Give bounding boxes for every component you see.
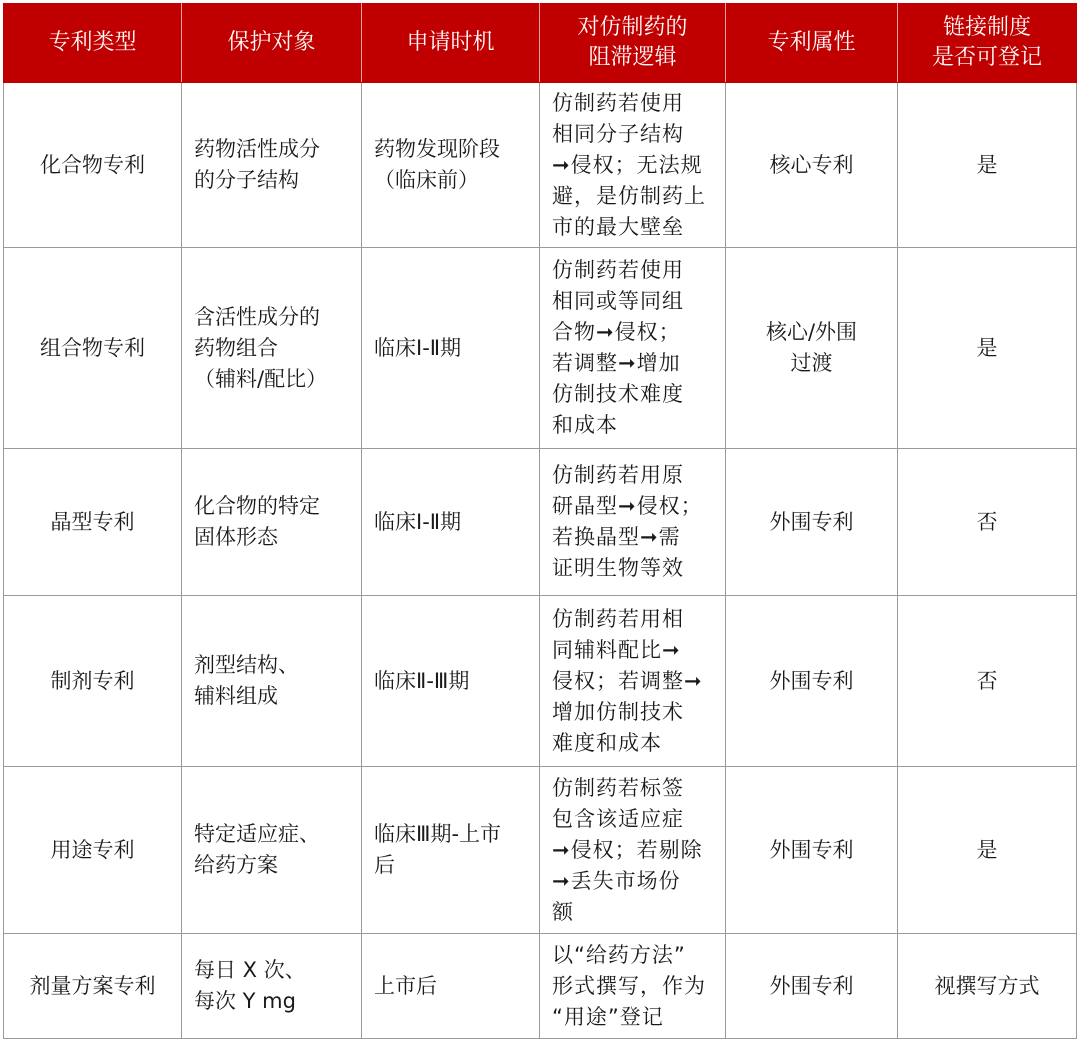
cell-blocking-logic: 仿制药若标签 包含该适应症 ➞侵权；若剔除 ➞丢失市场份 额 — [540, 767, 726, 934]
cell-patent-attribute: 外围专利 — [726, 449, 898, 596]
table-row — [4, 83, 1077, 248]
cell-linkage-registrable: 是 — [898, 767, 1077, 934]
cell-filing-timing: 临床Ⅱ-Ⅲ期 — [362, 596, 540, 767]
header-linkage-registrable: 链接制度 是否可登记 — [898, 4, 1077, 83]
cell-patent-type: 晶型专利 — [4, 449, 182, 596]
cell-patent-attribute: 外围专利 — [726, 934, 898, 1039]
patent-table-container — [3, 3, 1076, 1039]
cell-protected-object: 特定适应症、 给药方案 — [182, 767, 362, 934]
cell-patent-type: 用途专利 — [4, 767, 182, 934]
cell-patent-type: 化合物专利 — [4, 83, 182, 248]
table-row — [4, 248, 1077, 449]
cell-filing-timing: 药物发现阶段 （临床前） — [362, 83, 540, 248]
header-filing-timing: 申请时机 — [362, 4, 540, 83]
cell-linkage-registrable: 是 — [898, 248, 1077, 449]
table-row — [4, 934, 1077, 1039]
cell-blocking-logic: 以“给药方法” 形式撰写，作为 “用途”登记 — [540, 934, 726, 1039]
cell-filing-timing: 临床Ⅰ-Ⅱ期 — [362, 449, 540, 596]
cell-filing-timing: 上市后 — [362, 934, 540, 1039]
cell-blocking-logic: 仿制药若用原 研晶型➞侵权； 若换晶型➞需 证明生物等效 — [540, 449, 726, 596]
cell-blocking-logic: 仿制药若使用 相同分子结构 ➞侵权；无法规 避，是仿制药上 市的最大壁垒 — [540, 83, 726, 248]
cell-filing-timing: 临床Ⅰ-Ⅱ期 — [362, 248, 540, 449]
cell-patent-attribute: 外围专利 — [726, 596, 898, 767]
patent-type-table — [3, 3, 1077, 1039]
header-patent-type: 专利类型 — [4, 4, 182, 83]
cell-protected-object: 药物活性成分 的分子结构 — [182, 83, 362, 248]
cell-linkage-registrable: 是 — [898, 83, 1077, 248]
table-header — [4, 4, 1077, 83]
cell-protected-object: 剂型结构、 辅料组成 — [182, 596, 362, 767]
cell-patent-type: 组合物专利 — [4, 248, 182, 449]
header-blocking-logic: 对仿制药的 阻滞逻辑 — [540, 4, 726, 83]
cell-blocking-logic: 仿制药若用相 同辅料配比➞ 侵权；若调整➞ 增加仿制技术 难度和成本 — [540, 596, 726, 767]
cell-patent-attribute: 外围专利 — [726, 767, 898, 934]
cell-protected-object: 每日 X 次、 每次 Y mg — [182, 934, 362, 1039]
cell-protected-object: 化合物的特定 固体形态 — [182, 449, 362, 596]
cell-linkage-registrable: 否 — [898, 449, 1077, 596]
cell-patent-type: 剂量方案专利 — [4, 934, 182, 1039]
cell-filing-timing: 临床Ⅲ期-上市 后 — [362, 767, 540, 934]
cell-blocking-logic: 仿制药若使用 相同或等同组 合物➞侵权； 若调整➞增加 仿制技术难度 和成本 — [540, 248, 726, 449]
table-row — [4, 449, 1077, 596]
cell-patent-attribute: 核心专利 — [726, 83, 898, 248]
cell-linkage-registrable: 否 — [898, 596, 1077, 767]
table-row — [4, 767, 1077, 934]
cell-patent-type: 制剂专利 — [4, 596, 182, 767]
header-row — [4, 4, 1077, 83]
header-protected-object: 保护对象 — [182, 4, 362, 83]
cell-linkage-registrable: 视撰写方式 — [898, 934, 1077, 1039]
table-row — [4, 596, 1077, 767]
table-body — [4, 83, 1077, 1039]
cell-patent-attribute: 核心/外围 过渡 — [726, 248, 898, 449]
header-patent-attribute: 专利属性 — [726, 4, 898, 83]
cell-protected-object: 含活性成分的 药物组合 （辅料/配比） — [182, 248, 362, 449]
